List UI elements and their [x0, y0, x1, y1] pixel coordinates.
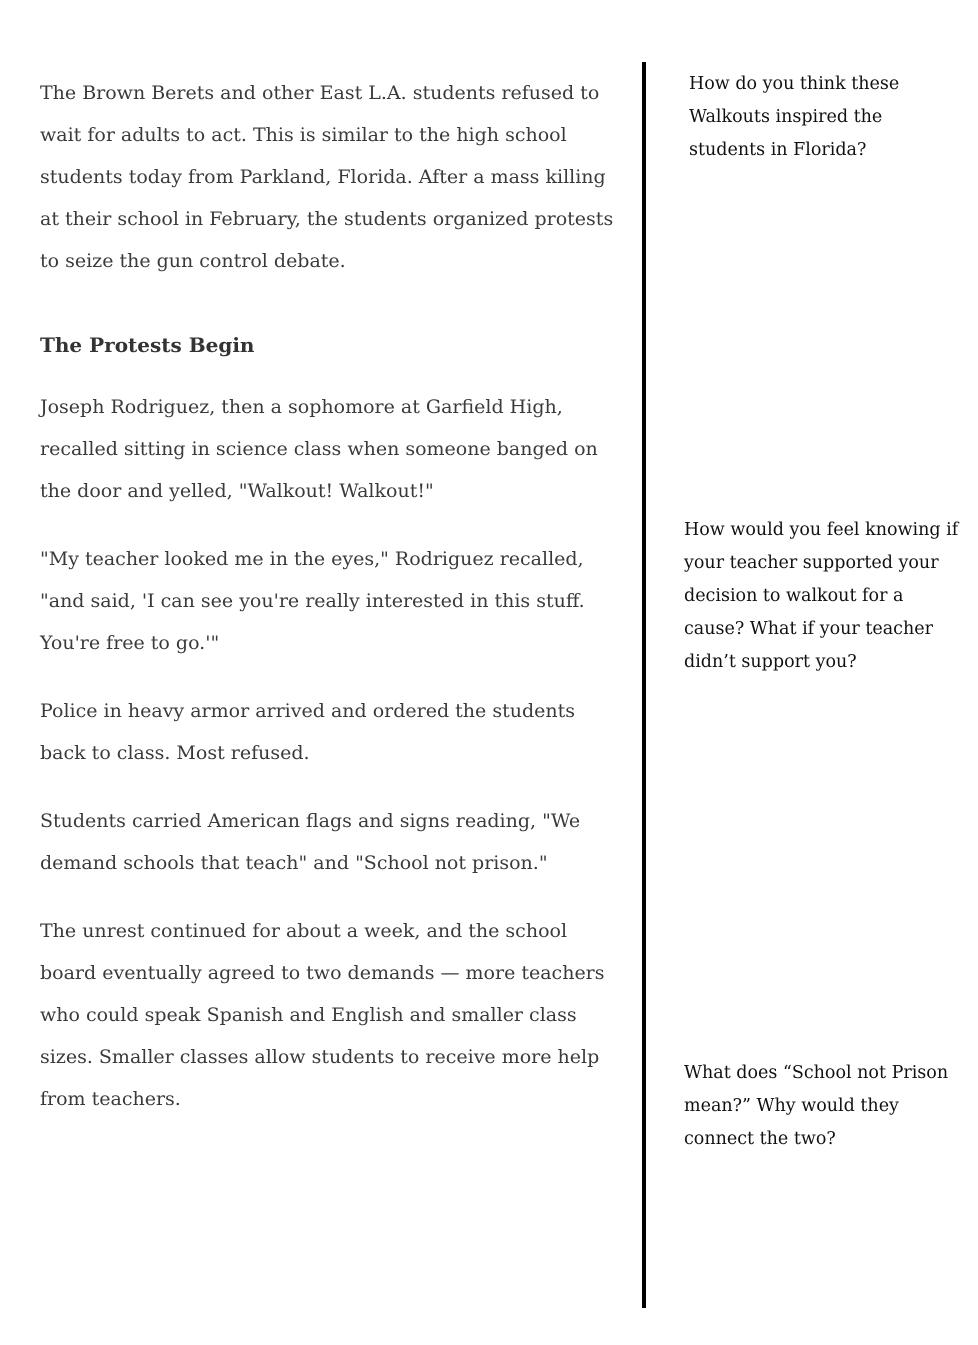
article-paragraph-5: Students carried American flags and signs reading, "We demand schools that teach" and "School not prison."	[40, 810, 581, 874]
margin-question-3: What does “School not Prison mean?” Why would they connect the two?	[684, 1063, 949, 1149]
article-body	[40, 72, 620, 1146]
margin-question-2: How would you feel knowing if your teacher supported your decision to walkout for a cause? What if your teacher didn’t support you?	[684, 520, 959, 672]
column-divider	[642, 62, 646, 1308]
margin-question-1: How do you think these Walkouts inspired the students in Florida?	[689, 74, 900, 160]
section-heading: The Protests Begin	[40, 333, 255, 357]
article-paragraph-1: The Brown Berets and other East L.A. students refused to wait for adults to act. This is similar to the high school students today from Parkland, Florida. After a mass killing at their school in February, the students organized protests to seize the gun control debate.	[40, 82, 614, 272]
article-paragraph-2: Joseph Rodriguez, then a sophomore at Garfield High, recalled sitting in science class when someone banged on the door and yelled, "Walkout! Walkout!"	[40, 396, 598, 502]
article-paragraph-3: "My teacher looked me in the eyes," Rodriguez recalled, "and said, 'I can see you're really interested in this stuff. You're free to go.'"	[40, 548, 585, 654]
article-paragraph-6: The unrest continued for about a week, and the school board eventually agreed to two demands — more teachers who could speak Spanish and English and smaller class sizes. Smaller classes allow students to receive more help from teachers.	[40, 920, 605, 1110]
article-paragraph-4: Police in heavy armor arrived and ordered the students back to class. Most refused.	[40, 700, 575, 764]
